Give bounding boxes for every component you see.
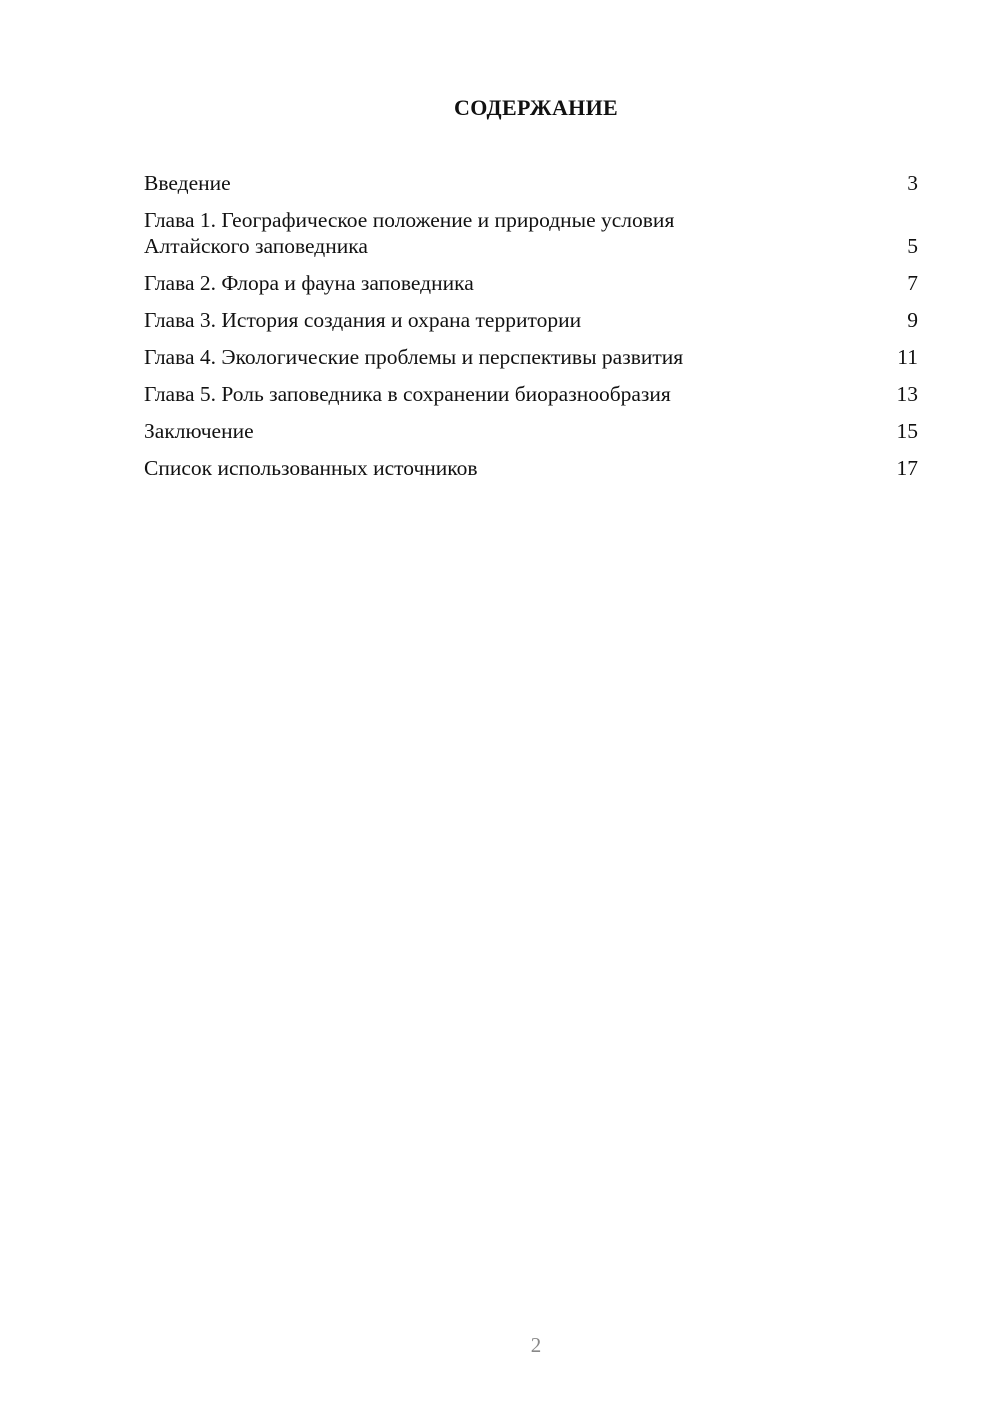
toc-entry-page: 3 <box>907 171 918 195</box>
toc-entry-conclusion <box>144 418 918 444</box>
toc-entry-title: Глава 2. Флора и фауна заповедника <box>144 271 474 295</box>
toc-entry-chapter-4 <box>144 344 918 370</box>
toc-entry-page: 5 <box>907 234 918 258</box>
toc-entry-introduction <box>144 170 918 196</box>
toc-entry-page: 9 <box>907 308 918 332</box>
toc-entry-chapter-1 <box>144 207 918 259</box>
page-title: СОДЕРЖАНИЕ <box>454 95 618 120</box>
page-number: 2 <box>530 1333 542 1357</box>
toc-entry-title: Глава 5. Роль заповедника в сохранении биоразнообразия <box>144 382 671 406</box>
toc-entry-title: Глава 4. Экологические проблемы и перспективы развития <box>144 345 684 369</box>
toc-entry-chapter-2 <box>144 270 918 296</box>
toc-entry-title: Заключение <box>144 419 254 443</box>
toc-entry-page: 7 <box>907 271 918 295</box>
toc-entry-title: Глава 3. История создания и охрана территории <box>144 308 582 332</box>
toc-entry-references <box>144 455 918 481</box>
toc-entry-chapter-5 <box>144 381 918 407</box>
toc-entry-chapter-3 <box>144 307 918 333</box>
toc-entry-page: 15 <box>896 419 918 443</box>
toc-entry-title: Введение <box>144 171 231 195</box>
toc-entry-page: 17 <box>896 456 918 480</box>
toc-entry-page: 11 <box>897 345 918 369</box>
toc-entry-title: Глава 1. Географическое положение и природные условия Алтайского заповедника <box>144 208 675 258</box>
toc-entry-title: Список использованных источников <box>144 456 478 480</box>
table-of-contents <box>144 170 918 492</box>
toc-entry-page: 13 <box>896 382 918 406</box>
